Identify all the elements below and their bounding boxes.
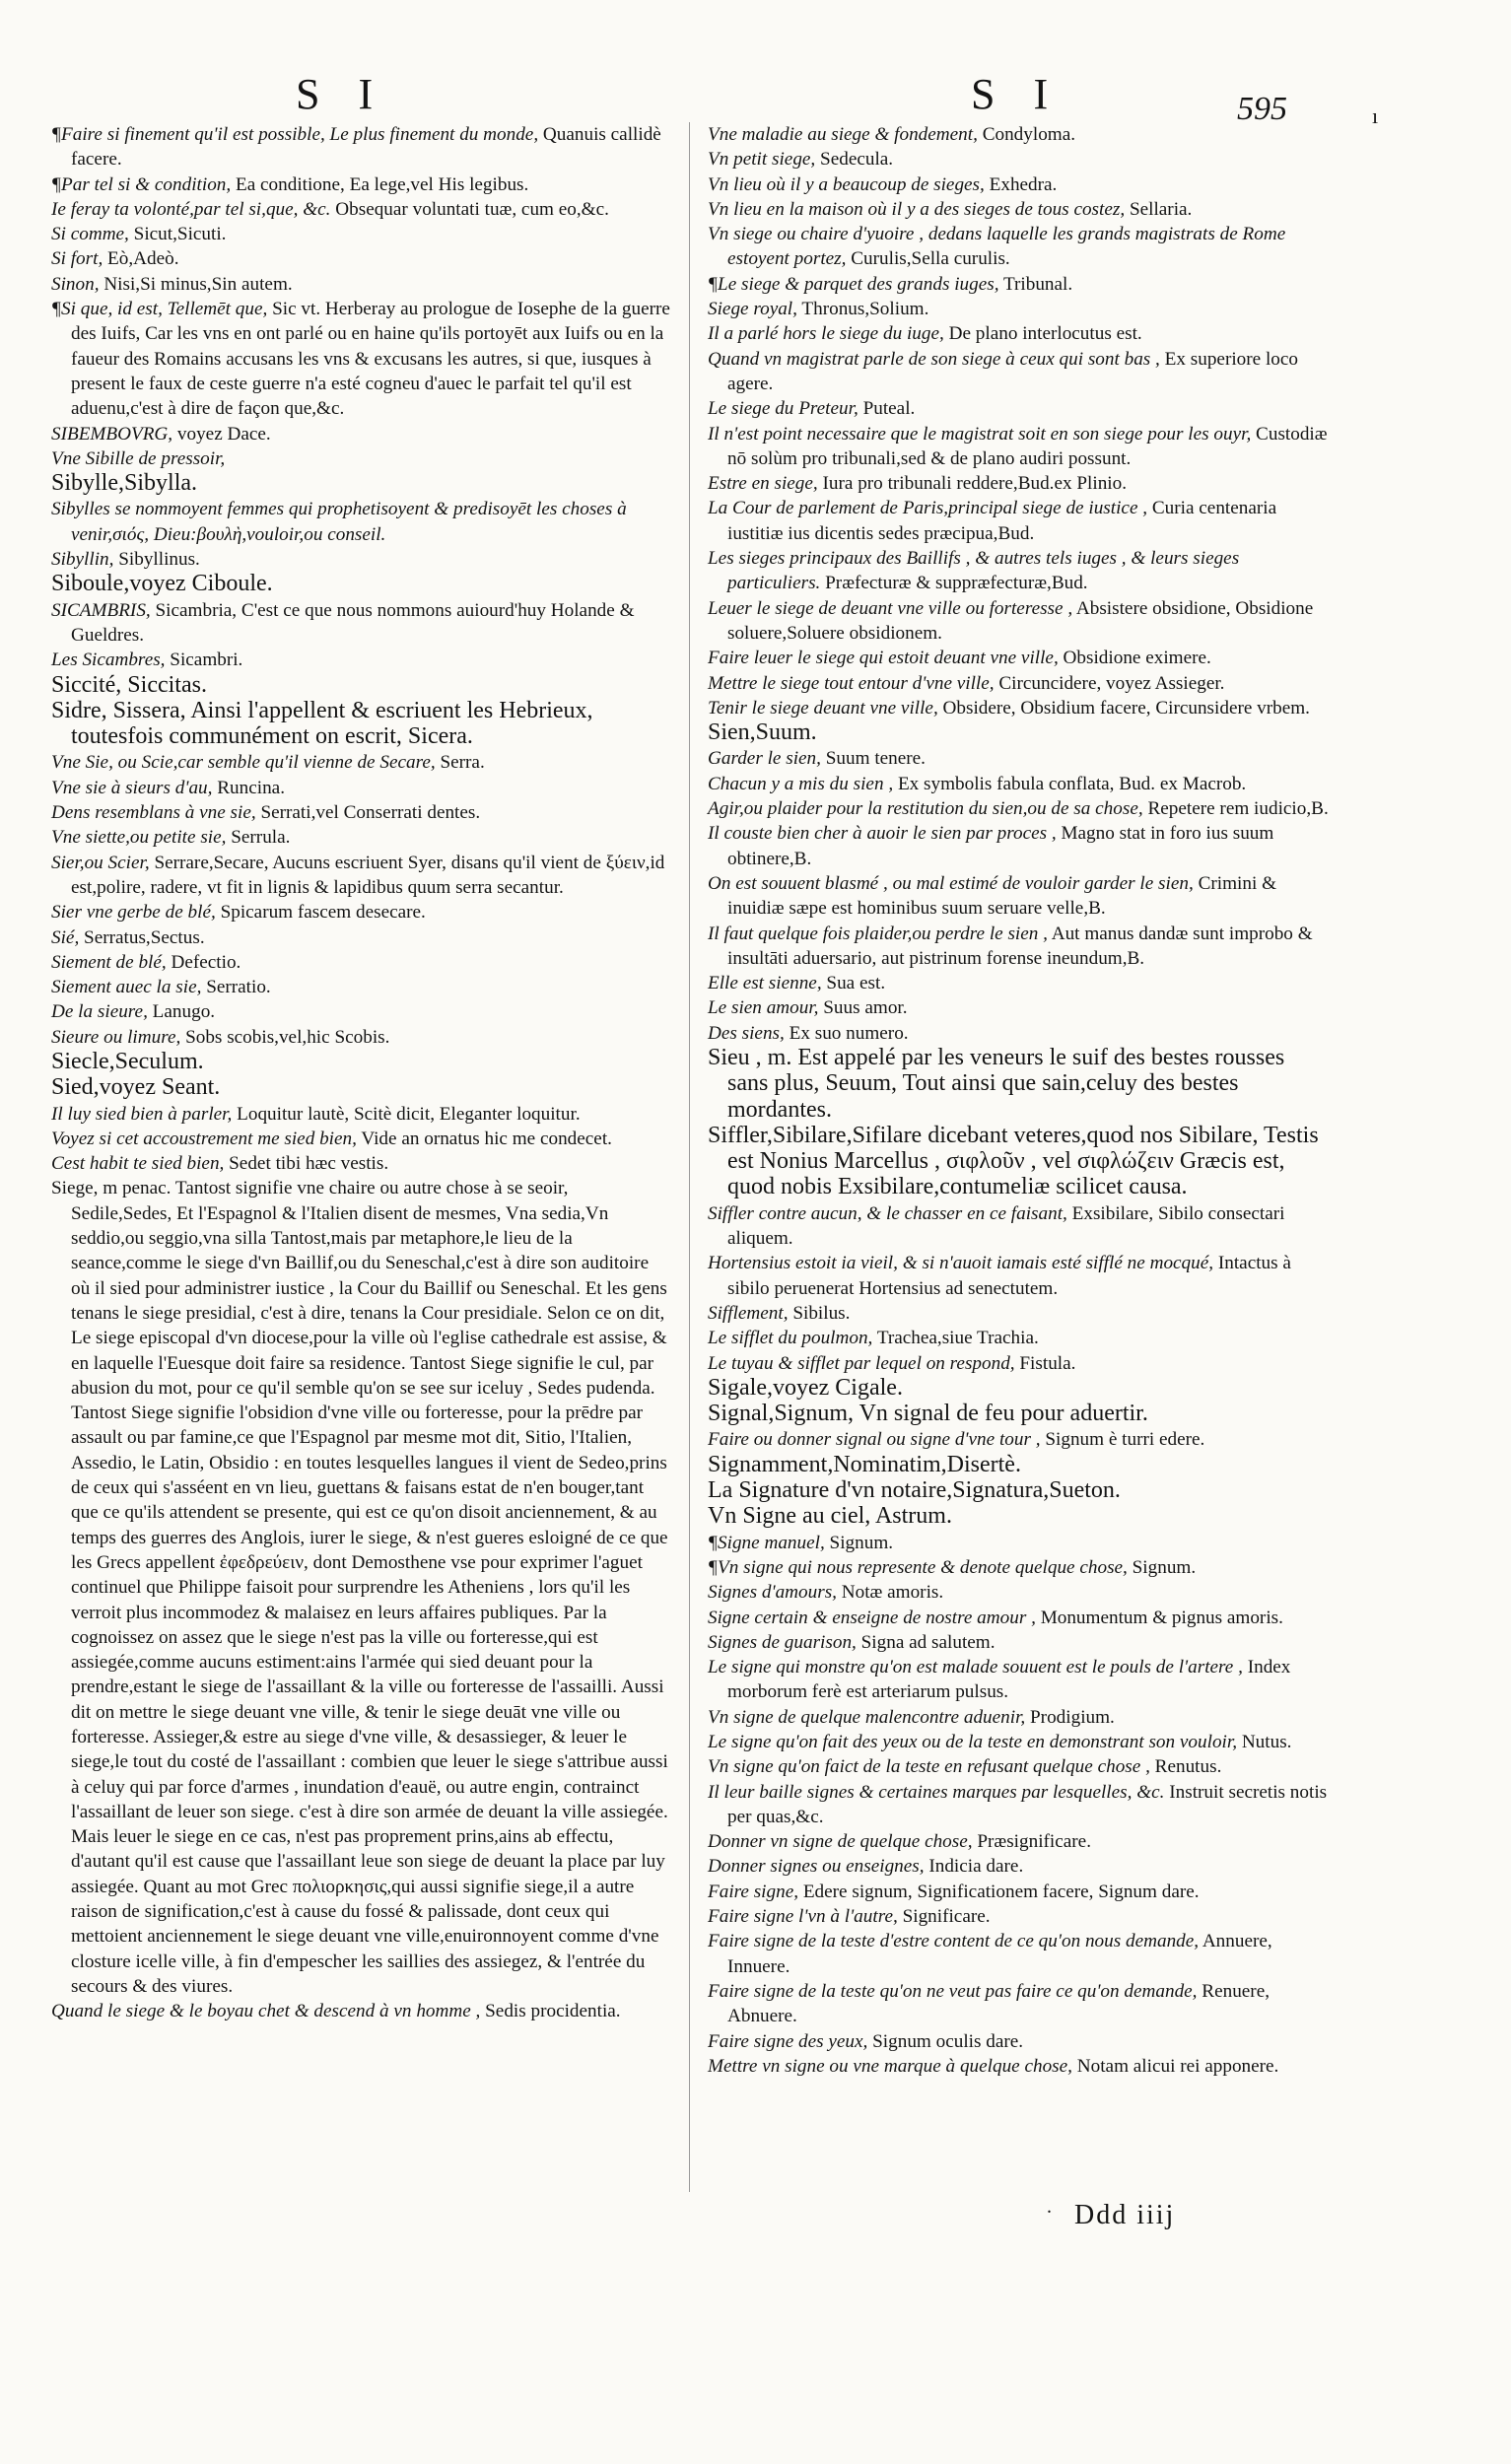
entry-latin-gloss: Indicia dare. [928, 1856, 1024, 1878]
dictionary-entry [708, 596, 1331, 647]
entry-latin-gloss: Signum è turri edere. [1045, 1429, 1205, 1451]
dictionary-entry [708, 122, 1331, 147]
dictionary-entry [708, 197, 1331, 222]
dictionary-entry [708, 720, 1331, 746]
dictionary-entry [51, 673, 670, 699]
entry-french-headword: ¶Si que, id est, Tellemēt que, [51, 299, 268, 320]
entry-french-headword: Elle est sienne, [708, 973, 822, 994]
entry-french-headword: Tenir le siege deuant vne ville, [708, 697, 938, 719]
entry-latin-gloss: De plano interlocutus est. [948, 323, 1142, 345]
dictionary-entry [51, 222, 670, 246]
entry-latin-gloss: Condyloma. [982, 124, 1076, 145]
dictionary-entry [708, 471, 1331, 496]
dictionary-entry [708, 1606, 1331, 1630]
dictionary-entry [708, 995, 1331, 1020]
entry-french-headword: Il luy sied bien à parler, [51, 1103, 233, 1125]
entry-latin-gloss: Obsequar voluntati tuæ, cum eo,&c. [335, 198, 609, 220]
entry-latin-gloss: Sigale,voyez Cigale. [708, 1374, 903, 1401]
entry-french-headword: On est souuent blasmé , ou mal estimé de vouloir garder le sien, [708, 872, 1194, 894]
entry-latin-gloss: Spicarum fascem desecare. [220, 902, 426, 924]
dictionary-entry [51, 825, 670, 850]
entry-latin-gloss: Nisi,Si minus,Sin autem. [103, 273, 293, 295]
dictionary-entry [708, 1326, 1331, 1350]
entry-french-headword: Il n'est point necessaire que le magistrat soit en son siege pour les ouyr, [708, 423, 1252, 445]
dictionary-entry [708, 396, 1331, 421]
dictionary-entry [708, 222, 1331, 272]
entry-latin-gloss: Ex suo numero. [789, 1022, 909, 1044]
entry-latin-gloss: Siccité, Siccitas. [51, 671, 207, 698]
entry-french-headword: Donner signes ou enseignes, [708, 1856, 925, 1878]
entry-french-headword: Vn signe de quelque malencontre aduenir, [708, 1706, 1026, 1728]
dictionary-entry [708, 1453, 1331, 1478]
dictionary-entry [708, 422, 1331, 472]
dictionary-entry [51, 1102, 670, 1127]
running-header-left: S I [296, 70, 387, 118]
entry-latin-gloss: Repetere rem iudicio,B. [1147, 798, 1329, 820]
entry-french-headword: Sier,ou Scier, [51, 852, 150, 873]
entry-french-headword: Siement de blé, [51, 951, 167, 973]
entry-french-headword: Le sien amour, [708, 997, 819, 1019]
entry-french-headword: Estre en siege, [708, 473, 818, 495]
entry-latin-gloss: Suus amor. [823, 997, 908, 1019]
entry-french-headword: Signes de guarison, [708, 1631, 857, 1653]
entry-french-headword: De la sieure, [51, 1001, 148, 1023]
dictionary-entry [708, 272, 1331, 297]
entry-latin-gloss: Signal,Signum, Vn signal de feu pour aduertir. [708, 1401, 1148, 1427]
entry-latin-gloss: Trachea,siue Trachia. [876, 1328, 1039, 1349]
entry-latin-gloss: Sedis procidentia. [485, 2001, 621, 2022]
dictionary-entry [51, 446, 670, 471]
entry-french-headword: ¶Faire si finement qu'il est possible, Le plus finement du monde, [51, 124, 539, 145]
entry-french-headword: Cest habit te sied bien, [51, 1153, 225, 1175]
dictionary-entry [51, 1999, 670, 2023]
entry-latin-gloss: Sieu , m. Est appelé par les veneurs le suif des bestes rousses sans plus, Seuum, Tout ainsi que sain,celuy des bestes mordantes. [708, 1044, 1285, 1123]
entry-french-headword: Vn signe qu'on faict de la teste en refusant quelque chose , [708, 1756, 1150, 1778]
dictionary-entry [708, 1251, 1331, 1301]
dictionary-entry [51, 1127, 670, 1151]
entry-french-headword: Le sifflet du poulmon, [708, 1328, 873, 1349]
entry-french-headword: Vn lieu en la maison où il y a des sieges de tous costez, [708, 198, 1126, 220]
dictionary-entry [51, 800, 670, 825]
entry-latin-gloss: Vn Signe au ciel, Astrum. [708, 1503, 952, 1530]
entry-latin-gloss: Serratio. [206, 977, 271, 998]
running-header-right: S I [971, 70, 1063, 118]
dictionary-entry [708, 772, 1331, 796]
entry-french-headword: Signe certain & enseigne de nostre amour , [708, 1607, 1036, 1628]
entry-latin-gloss: Exsibilare, Sibilo consectari aliquem. [727, 1202, 1285, 1250]
entry-latin-gloss: Tribunal. [1002, 273, 1073, 295]
entry-latin-gloss: Ex superiore loco agere. [727, 348, 1298, 394]
entry-french-headword: Hortensius estoit ia vieil, & si n'auoit iamais esté sifflé ne mocqué, [708, 1253, 1214, 1274]
entry-latin-gloss: Serratus,Sectus. [84, 926, 205, 948]
dictionary-entry [708, 1854, 1331, 1879]
dictionary-entry [51, 422, 670, 446]
entry-french-headword: ¶Signe manuel, [708, 1532, 825, 1553]
dictionary-entry [51, 999, 670, 1024]
dictionary-entry [708, 1580, 1331, 1605]
entry-french-headword: Sieure ou limure, [51, 1026, 181, 1048]
entry-latin-gloss: Magno stat in foro ius suum obtinere,B. [727, 823, 1274, 869]
dictionary-entry [51, 699, 670, 751]
dictionary-entry [708, 1376, 1331, 1402]
entry-latin-gloss: Sedecula. [820, 149, 894, 171]
dictionary-entry [708, 1705, 1331, 1730]
entry-latin-gloss: Prodigium. [1030, 1706, 1115, 1728]
entry-latin-gloss: Serrula. [231, 827, 291, 849]
dictionary-entry [708, 796, 1331, 821]
entry-latin-gloss: Signa ad salutem. [860, 1631, 996, 1653]
margin-mark: ı [1372, 103, 1379, 128]
entry-latin-gloss: Renuere, Abnuere. [727, 1980, 1271, 2027]
dictionary-entry [51, 950, 670, 975]
dictionary-entry [708, 1351, 1331, 1376]
entry-latin-gloss: Signamment,Nominatim,Disertè. [708, 1451, 1021, 1477]
entry-french-headword: Leuer le siege de deuant vne ville ou forteresse , [708, 597, 1073, 619]
dictionary-entry [708, 496, 1331, 546]
dictionary-entry [708, 1904, 1331, 1929]
dictionary-entry [708, 147, 1331, 171]
dictionary-entry [51, 572, 670, 597]
entry-latin-gloss: Sied,voyez Seant. [51, 1074, 221, 1101]
entry-latin-gloss: Nutus. [1241, 1732, 1292, 1752]
dictionary-entry [51, 1050, 670, 1075]
signature-mark: Ddd iiij [1074, 2200, 1176, 2230]
dictionary-entry [51, 1025, 670, 1050]
entry-latin-gloss: Sedet tibi hæc vestis. [229, 1153, 389, 1175]
entry-french-headword: Donner vn signe de quelque chose, [708, 1831, 973, 1853]
entry-french-headword: Quand le siege & le boyau chet & descend à vn homme , [51, 2001, 481, 2022]
dictionary-entry [708, 1829, 1331, 1854]
entry-french-headword: Dens resemblans à vne sie, [51, 802, 256, 824]
entry-french-headword: Faire leuer le siege qui estoit deuant vne ville, [708, 648, 1059, 669]
entry-latin-gloss: Monumentum & pignus amoris. [1040, 1607, 1283, 1628]
dictionary-entry [708, 1655, 1331, 1705]
entry-latin-gloss: Præfecturæ & suppræfecturæ,Bud. [825, 573, 1088, 594]
entry-latin-gloss: Obsidione eximere. [1063, 648, 1211, 669]
dictionary-entry [51, 750, 670, 775]
entry-latin-gloss: Suum tenere. [825, 748, 926, 770]
entry-latin-gloss: Fistula. [1019, 1352, 1076, 1374]
entry-french-headword: Vne maladie au siege & fondement, [708, 124, 978, 145]
entry-latin-gloss: Aut manus dandæ sunt improbo & insultāti aduersario, aut pistrinum forense ineundum,B. [727, 923, 1313, 969]
dictionary-entry [708, 297, 1331, 321]
left-column [51, 122, 670, 2024]
entry-french-headword: Vne siette,ou petite sie, [51, 827, 227, 849]
dictionary-entry [708, 1929, 1331, 1979]
dictionary-entry [708, 1531, 1331, 1555]
dictionary-entry [708, 1478, 1331, 1504]
dictionary-entry [51, 776, 670, 800]
entry-french-headword: Sifflement, [708, 1302, 789, 1324]
dictionary-entry [708, 546, 1331, 596]
entry-french-headword: ¶Vn signe qui nous represente & denote quelque chose, [708, 1556, 1128, 1578]
entry-latin-gloss: Curia centenaria iustitiæ ius dicentis sedes præcipua,Bud. [727, 498, 1277, 544]
dictionary-entry [708, 871, 1331, 922]
entry-latin-gloss: voyez Dace. [176, 423, 271, 445]
entry-french-headword: SICAMBRIS, [51, 599, 151, 621]
entry-latin-gloss: Edere signum, Significationem facere, Signum dare. [802, 1881, 1200, 1902]
entry-french-headword: Sibylles se nommoyent femmes qui prophetisoyent & predisoyēt les choses à venir,σιός, Dieu:βουλὴ,vouloir,ou conseil. [51, 499, 627, 545]
entry-latin-gloss: Sicut,Sicuti. [133, 224, 227, 245]
entry-french-headword: Le tuyau & sifflet par lequel on respond, [708, 1352, 1015, 1374]
entry-french-headword: Le siege du Preteur, [708, 398, 859, 420]
entry-french-headword: Faire signe de la teste d'estre content de ce qu'on nous demande, [708, 1931, 1200, 1952]
entry-latin-gloss: La Signature d'vn notaire,Signatura,Sueton. [708, 1477, 1121, 1504]
dictionary-entry [51, 975, 670, 999]
entry-latin-gloss: Lanugo. [152, 1001, 216, 1023]
entry-latin-gloss: Eò,Adeò. [107, 248, 179, 270]
entry-french-headword: Vn siege ou chaire d'yuoire , dedans laquelle les grands magistrats de Rome estoyent portez, [708, 224, 1286, 270]
entry-latin-gloss: Puteal. [862, 398, 916, 420]
entry-latin-gloss: Loquitur lautè, Scitè dicit, Eleganter loquitur. [237, 1103, 581, 1125]
dictionary-entry [708, 1555, 1331, 1580]
entry-latin-gloss: Siege, m penac. Tantost signifie vne chaire ou autre chose à se seoir, Sedile,Sedes, Et l'Espagnol & l'Italien disent de mesmes, Vna sedia,Vn seddio,ou seggio,vna silla Tantost,mais par metaphore,le lieu de la seance,comme le siege d'vn Baillif,ou du Seneschal,c'est à dire son auditoire où il sied pour administrer iustice , la Cour du Baillif ou Seneschal. Et les gens tenans le siege presidial, c'est à dire, tenans la Cour presidiale. Selon ce on dit, Le siege episcopal d'vn diocese,pour la ville où l'eglise cathedrale est assise, & en laquelle l'Euesque doit faire sa residence. Tantost Siege signifie le cul, par abusion du mot, pour ce qu'il semble qu'on se see sur iceluy , Sedes pudenda. Tantost Siege signifie l'obsidion d'vne ville ou forteresse, pour la prēdre par assault ou par famine,ce que l'Espagnol par mesme mot dit, Sitio, l'Italien, Assedio, le Latin, Obsidio : en toutes lesquelles langues il vient de Sedeo,prins de ceux qui s'asséent en vn lieu, guettans & faisans estat de n'en bouger,tant que ce qu'ils attendent se presente, qui est ce qu'on disoit anciennement, & au temps des guerres des Anglois, iurer le siege, & n'est gueres esloigné de ce que les Grecs appellent ἐφεδρεύειν, dont Demosthene vse pour exprimer l'aguet continuel que Philippe faisoit pour surprendre les Atheniens , lors qu'il les verroit plus incommodez & malaisez en leurs affaires publiques. Par la cognoissez on assez que le siege n'est pas la ville ou forteresse,qui est assiegée,comme aucuns estiment:ains l'armée qui sied deuant pour la prendre,estant le siege de l'assaillant & la ville ou forteresse de l'assailli. Aussi dit on mettre le siege deuant vne ville, & tenir le siege deuāt vne ville ou forteresse. Assieger,& estre au siege d'vne ville, & desassieger, & leuer le siege,le tout du costé de l'assaillant : combien que leuer le siege s'attribue aussi à celuy qui par force d'armes , inundation d'eauë, ou autre engin, contrainct l'assaillant de leuer son siege. c'est à dire son armée de deuant la ville assiegée. Mais leuer le siege en ce cas, n'est pas proprement prins,ains ab effectu, d'autant qu'il est cause que l'assaillant leue son siege de deuant la place par luy assiegée. Quant au mot Grec πολιορκησις,qui aussi signifie siege,il a autre raison de signification,c'est à cause du fossé & palissade, dont ceux qui mettoient anciennement le siege deuant vne ville,enuironnoyent comme d'vne closture icelle ville, à fin d'empescher les saillies des assiegez, & l'entrée du secours & des viures. [51, 1178, 668, 1997]
entry-latin-gloss: Sibilus. [792, 1302, 851, 1324]
entry-latin-gloss: Serrati,vel Conserrati dentes. [260, 802, 481, 824]
entry-latin-gloss: Serra. [440, 752, 485, 774]
dictionary-entry [708, 1504, 1331, 1530]
entry-latin-gloss: Siecle,Seculum. [51, 1048, 204, 1074]
entry-french-headword: Des siens, [708, 1022, 785, 1044]
dictionary-entry [51, 497, 670, 547]
dictionary-entry [708, 1979, 1331, 2029]
entry-latin-gloss: Sic vt. Herberay au prologue de Iosephe de la guerre des Iuifs, Car les vns en ont parlé ou en haine qu'ils portoyēt aux Iuifs ou en la faueur des Romains accusans les vns & excusans les autres, si que, iusques à present le faux de ceste guerre n'a esté cogneu d'auec le parfait tel qu'il est aduenu,c'est à dire de façon que,&c. [71, 299, 670, 420]
entry-latin-gloss: Siboule,voyez Ciboule. [51, 571, 273, 597]
entry-latin-gloss: Sidre, Sissera, Ainsi l'appellent & escriuent les Hebrieux, toutesfois communément on escrit, Sicera. [51, 697, 593, 750]
dictionary-entry [708, 971, 1331, 995]
dictionary-entry [708, 1301, 1331, 1326]
entry-latin-gloss: Sicambri. [170, 650, 243, 671]
entry-latin-gloss: Sellaria. [1129, 198, 1193, 220]
entry-french-headword: Vne Sie, ou Scie,car semble qu'il vienne de Secare, [51, 752, 436, 774]
entry-latin-gloss: Obsidere, Obsidium facere, Circunsidere vrbem. [942, 697, 1310, 719]
entry-latin-gloss: Quanuis callidè facere. [71, 124, 661, 171]
entry-french-headword: Les Sicambres, [51, 650, 166, 671]
entry-latin-gloss: Signum oculis dare. [872, 2030, 1024, 2052]
entry-french-headword: Il leur baille signes & certaines marques par lesquelles, &c. [708, 1781, 1165, 1803]
entry-latin-gloss: Siffler,Sibilare,Sifilare dicebant veteres,quod nos Sibilare, Testis est Nonius Marcellus , σιφλοῦν , vel σιφλώζειν Græcis est, quod nobis Exsibilare,contumeliæ scilicet causa. [708, 1122, 1319, 1200]
entry-french-headword: Faire signe des yeux, [708, 2030, 868, 2052]
entry-french-headword: Sibyllin, [51, 549, 114, 571]
entry-french-headword: Siement auec la sie, [51, 977, 202, 998]
entry-french-headword: Vn lieu où il y a beaucoup de sieges, [708, 173, 985, 195]
entry-latin-gloss: Ea conditione, Ea lege,vel His legibus. [235, 173, 529, 195]
entry-latin-gloss: Sibylle,Sibylla. [51, 470, 198, 497]
entry-latin-gloss: Iura pro tribunali reddere,Bud.ex Plinio. [822, 473, 1128, 495]
entry-latin-gloss: Ex symbolis fabula conflata, Bud. ex Macrob. [897, 773, 1247, 794]
entry-french-headword: Si comme, [51, 224, 129, 245]
entry-french-headword: Agir,ou plaider pour la restitution du sien,ou de sa chose, [708, 798, 1143, 820]
dictionary-entry [51, 1151, 670, 1176]
dictionary-entry [708, 1754, 1331, 1779]
entry-french-headword: Siffler contre aucun, & le chasser en ce faisant, [708, 1202, 1067, 1224]
entry-latin-gloss: Sibyllinus. [118, 549, 200, 571]
entry-french-headword: Vne Sibille de pressoir, [51, 447, 226, 469]
entry-latin-gloss: Renutus. [1154, 1756, 1222, 1778]
entry-french-headword: Faire signe l'vn à l'autre, [708, 1906, 898, 1928]
entry-latin-gloss: Index morborum ferè est arteriarum pulsus. [727, 1657, 1291, 1703]
entry-latin-gloss: Exhedra. [989, 173, 1058, 195]
dictionary-entry [708, 2029, 1331, 2054]
entry-latin-gloss: Serrare,Secare, Aucuns escriuent Syer, disans qu'il vient de ξύειν,id est,polire, radere, vt fit in lignis & lapidibus quum serra secantur. [71, 852, 665, 898]
entry-french-headword: Faire signe, [708, 1881, 799, 1902]
margin-dot: . [1047, 2196, 1052, 2218]
entry-latin-gloss: Curulis,Sella curulis. [851, 248, 1010, 270]
entry-latin-gloss: Sicambria, C'est ce que nous nommons auiourd'huy Holande & Gueldres. [71, 599, 635, 646]
dictionary-entry [708, 2054, 1331, 2079]
dictionary-entry [708, 1201, 1331, 1252]
dictionary-entry [51, 172, 670, 197]
dictionary-entry [708, 1046, 1331, 1124]
dictionary-entry [708, 1402, 1331, 1427]
entry-latin-gloss: Thronus,Solium. [801, 299, 929, 320]
entry-latin-gloss: Sua est. [826, 973, 886, 994]
dictionary-entry [708, 696, 1331, 720]
entry-latin-gloss: Runcina. [217, 777, 285, 798]
page-number: 595 [1237, 91, 1287, 127]
entry-french-headword: Vne sie à sieurs d'au, [51, 777, 213, 798]
dictionary-entry [708, 1880, 1331, 1904]
entry-french-headword: Mettre le siege tout entour d'vne ville, [708, 672, 995, 694]
entry-latin-gloss: Vide an ornatus hic me condecet. [361, 1128, 612, 1149]
dictionary-entry [708, 1780, 1331, 1830]
entry-french-headword: Le signe qui monstre qu'on est malade souuent est le pouls de l'artere , [708, 1657, 1243, 1678]
entry-latin-gloss: Intactus à sibilo peruenerat Hortensius ad senectutem. [727, 1253, 1291, 1299]
entry-french-headword: Si fort, [51, 248, 103, 270]
entry-french-headword: Il couste bien cher à auoir le sien par proces , [708, 823, 1057, 845]
dictionary-entry [51, 1075, 670, 1101]
entry-latin-gloss: Significare. [902, 1906, 991, 1928]
dictionary-entry [708, 1124, 1331, 1201]
entry-latin-gloss: Signum. [1132, 1556, 1197, 1578]
entry-french-headword: Sié, [51, 926, 80, 948]
dictionary-entry [708, 172, 1331, 197]
entry-french-headword: Faire ou donner signal ou signe d'vne tour , [708, 1429, 1041, 1451]
dictionary-entry [51, 471, 670, 497]
dictionary-entry [51, 648, 670, 672]
dictionary-entry [708, 922, 1331, 972]
entry-french-headword: Signes d'amours, [708, 1582, 837, 1604]
entry-french-headword: Ie feray ta volonté,par tel si,que, &c. [51, 198, 331, 220]
entry-latin-gloss: Instruit secretis notis per quas,&c. [727, 1781, 1328, 1827]
dictionary-entry [708, 1630, 1331, 1655]
entry-latin-gloss: Præsignificare. [977, 1831, 1091, 1853]
entry-french-headword: Sier vne gerbe de blé, [51, 902, 216, 924]
entry-latin-gloss: Custodiæ nō solùm pro tribunali,sed & de plano audiri possunt. [727, 423, 1328, 469]
dictionary-entry [51, 851, 670, 901]
entry-latin-gloss: Defectio. [171, 951, 241, 973]
dictionary-entry [51, 197, 670, 222]
dictionary-entry [708, 646, 1331, 670]
dictionary-entry [51, 900, 670, 924]
entry-french-headword: Garder le sien, [708, 748, 821, 770]
entry-french-headword: Il a parlé hors le siege du iuge, [708, 323, 944, 345]
entry-french-headword: La Cour de parlement de Paris,principal siege de iustice , [708, 498, 1148, 519]
right-column [708, 122, 1331, 2079]
entry-latin-gloss: Sien,Suum. [708, 719, 817, 746]
dictionary-entry [51, 547, 670, 572]
dictionary-entry [708, 1730, 1331, 1754]
entry-french-headword: Quand vn magistrat parle de son siege à ceux qui sont bas , [708, 348, 1160, 370]
entry-french-headword: Chacun y a mis du sien , [708, 773, 894, 794]
entry-latin-gloss: Absistere obsidione, Obsidione soluere,Soluere obsidionem. [727, 597, 1314, 644]
entry-latin-gloss: Signum. [829, 1532, 894, 1553]
entry-french-headword: Il faut quelque fois plaider,ou perdre le sien , [708, 923, 1048, 944]
entry-latin-gloss: Notæ amoris. [841, 1582, 944, 1604]
dictionary-entry [51, 272, 670, 297]
dictionary-entry [708, 671, 1331, 696]
entry-french-headword: Faire signe de la teste qu'on ne veut pas faire ce qu'on demande, [708, 1980, 1198, 2002]
dictionary-entry [51, 598, 670, 649]
dictionary-entry [708, 1021, 1331, 1046]
dictionary-entry [51, 297, 670, 421]
entry-french-headword: Les sieges principaux des Baillifs , & autres tels iuges , & leurs sieges particuliers. [708, 548, 1240, 594]
dictionary-entry [51, 122, 670, 172]
entry-latin-gloss: Annuere, Innuere. [727, 1931, 1272, 1977]
entry-french-headword: ¶Le siege & parquet des grands iuges, [708, 273, 999, 295]
entry-french-headword: Le signe qu'on fait des yeux ou de la teste en demonstrant son vouloir, [708, 1732, 1238, 1752]
dictionary-entry [708, 746, 1331, 771]
entry-latin-gloss: Circuncidere, voyez Assieger. [998, 672, 1225, 694]
entry-latin-gloss: Sobs scobis,vel,hic Scobis. [185, 1026, 390, 1048]
dictionary-entry [708, 347, 1331, 397]
entry-french-headword: Vn petit siege, [708, 149, 816, 171]
entry-french-headword: ¶Par tel si & condition, [51, 173, 232, 195]
entry-latin-gloss: Notam alicui rei apponere. [1076, 2055, 1279, 2077]
entry-french-headword: Mettre vn signe ou vne marque à quelque chose, [708, 2055, 1072, 2077]
dictionary-entry [708, 321, 1331, 346]
entry-latin-gloss: Crimini & inuidiæ sæpe est hominibus suum seruare velle,B. [727, 872, 1276, 920]
dictionary-entry [51, 925, 670, 950]
dictionary-entry [708, 821, 1331, 871]
dictionary-entry [51, 246, 670, 271]
entry-french-headword: Siege royal, [708, 299, 797, 320]
entry-french-headword: SIBEMBOVRG, [51, 423, 173, 445]
entry-french-headword: Voyez si cet accoustrement me sied bien, [51, 1128, 357, 1149]
dictionary-entry [51, 1176, 670, 1999]
entry-french-headword: Sinon, [51, 273, 100, 295]
column-divider [689, 122, 690, 2192]
dictionary-entry [708, 1427, 1331, 1452]
